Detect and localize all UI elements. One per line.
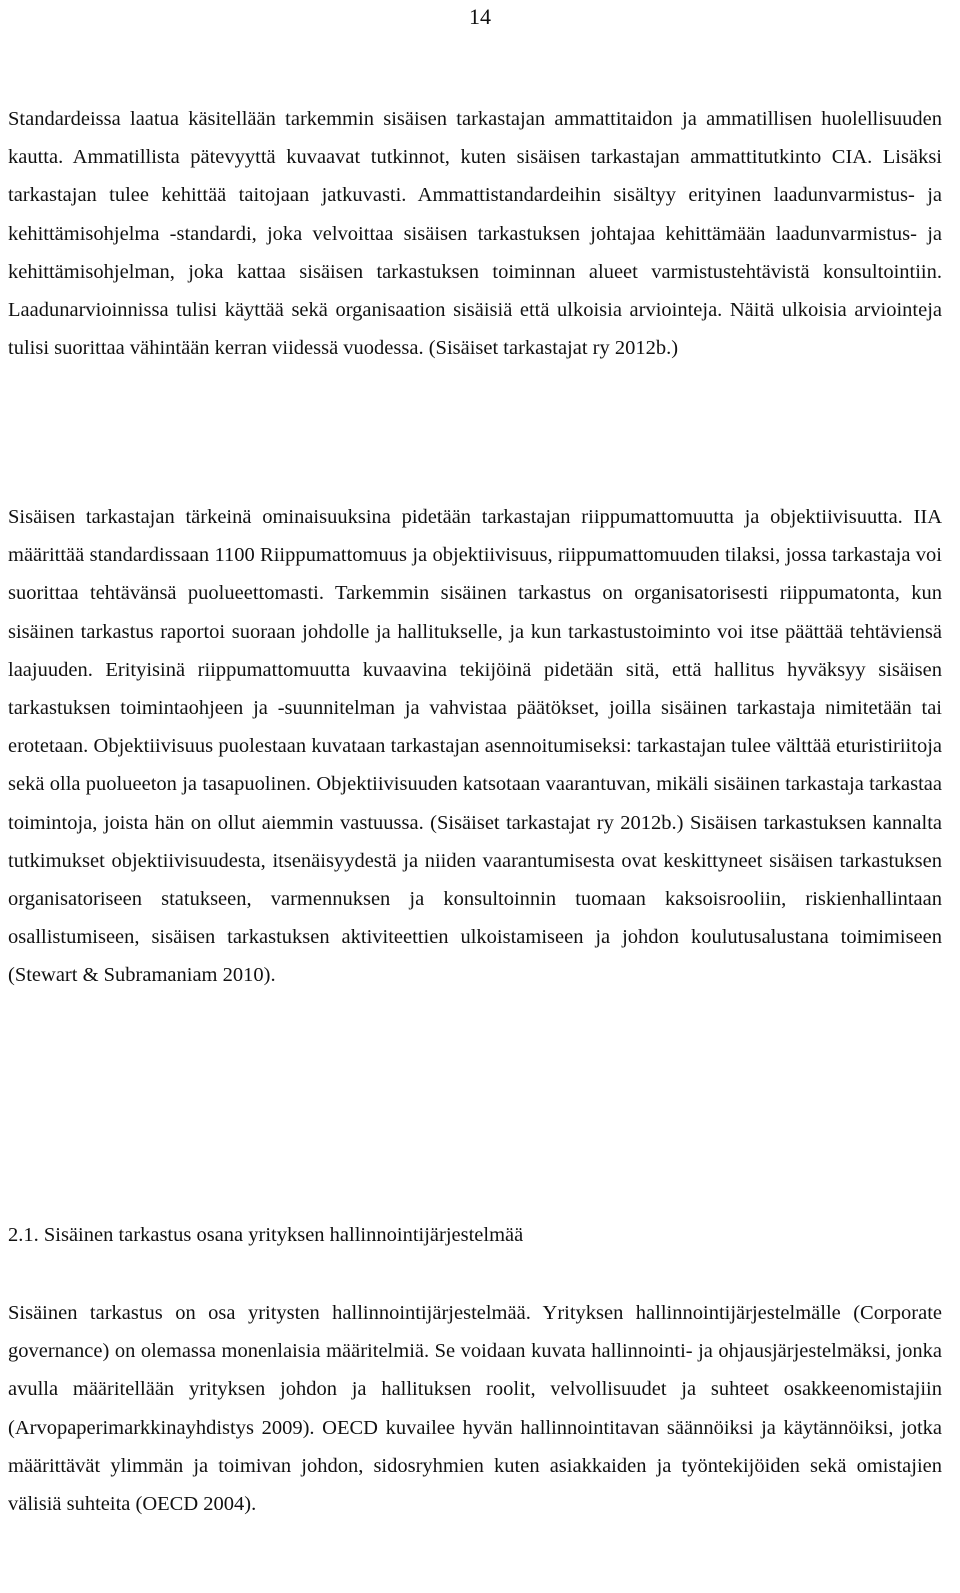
section-heading: 2.1. Sisäinen tarkastus osana yrityksen hallinnointijärjestelmää [8, 1224, 524, 1246]
body-paragraph-governance: Sisäinen tarkastus on osa yritysten hallinnointijärjestelmää. Yrityksen hallinnointijärjestelmälle (Corporate governance) on olemassa monenlaisia määritelmiä. Se voidaan kuvata hallinnointi- ja ohjausjärjestelmäksi, jonka avulla määritellään yrityksen johdon ja hallituksen roolit, velvollisuudet ja suhteet osakkeenomistajiin (Arvopaperimarkkinayhdistys 2009). OECD kuvailee hyvän hallinnointitavan säännöiksi ja käytännöiksi, jotka määrittävät ylimmän ja toimivan johdon, sidosryhmien kuten asiakkaiden ja työntekijöiden sekä omistajien välisiä suhteita (OECD 2004). [8, 1302, 942, 1516]
page-number: 14 [469, 4, 491, 29]
body-paragraph-quality: Standardeissa laatua käsitellään tarkemmin sisäisen tarkastajan ammattitaidon ja ammatillisen huolellisuuden kautta. Ammatillista pätevyyttä kuvaavat tutkinnot, kuten sisäisen tarkastajan ammattitutkinto CIA. Lisäksi tarkastajan tulee kehittää taitojaan jatkuvasti. Ammattistandardeihin sisältyy erityinen laadunvarmistus- ja kehittämisohjelma -standardi, joka velvoittaa sisäisen tarkastuksen johtajaa kehittämään laadunvarmistus- ja kehittämisohjelman, joka kattaa sisäisen tarkastuksen toiminnan alueet varmistustehtävistä konsultointiin. Laadunarvioinnissa tulisi käyttää sekä organisaation sisäisiä että ulkoisia arviointeja. Näitä ulkoisia arviointeja tulisi suorittaa vähintään kerran viidessä vuodessa. (Sisäiset tarkastajat ry 2012b.) [8, 108, 942, 360]
body-paragraph-independence: Sisäisen tarkastajan tärkeinä ominaisuuksina pidetään tarkastajan riippumattomuutta ja objektiivisuutta. IIA määrittää standardissaan 1100 Riippumattomuus ja objektiivisuus, riippumattomuuden tilaksi, jossa tarkastaja voi suorittaa tehtävänsä puolueettomasti. Tarkemmin sisäinen tarkastus on organisatorisesti riippumatonta, kun sisäinen tarkastus raportoi suoraan johdolle ja hallitukselle, ja kun tarkastustoiminto voi itse päättää tehtäviensä laajuuden. Erityisinä riippumattomuutta kuvaavina tekijöinä pidetään sitä, että hallitus hyväksyy sisäisen tarkastuksen toimintaohjeen ja -suunnitelman ja vahvistaa päätökset, joilla sisäinen tarkastaja nimitetään tai erotetaan. Objektiivisuus puolestaan kuvataan tarkastajan asennoitumiseksi: tarkastajan tulee välttää eturistiriitoja sekä olla puolueeton ja tasapuolinen. Objektiivisuuden katsotaan vaarantuvan, mikäli sisäinen tarkastaja tarkastaa toimintoja, joista hän on ollut aiemmin vastuussa. (Sisäiset tarkastajat ry 2012b.) Sisäisen tarkastuksen kannalta tutkimukset objektiivisuudesta, itsenäisyydestä ja niiden vaarantumisesta ovat keskittyneet sisäisen tarkastuksen organisatoriseen statukseen, varmennuksen ja konsultoinnin tuomaan kaksoisrooliin, riskienhallintaan osallistumiseen, sisäisen tarkastuksen aktiviteettien ulkoistamiseen ja johdon koulutusalustana toimimiseen (Stewart & Subramaniam 2010). [8, 506, 942, 987]
